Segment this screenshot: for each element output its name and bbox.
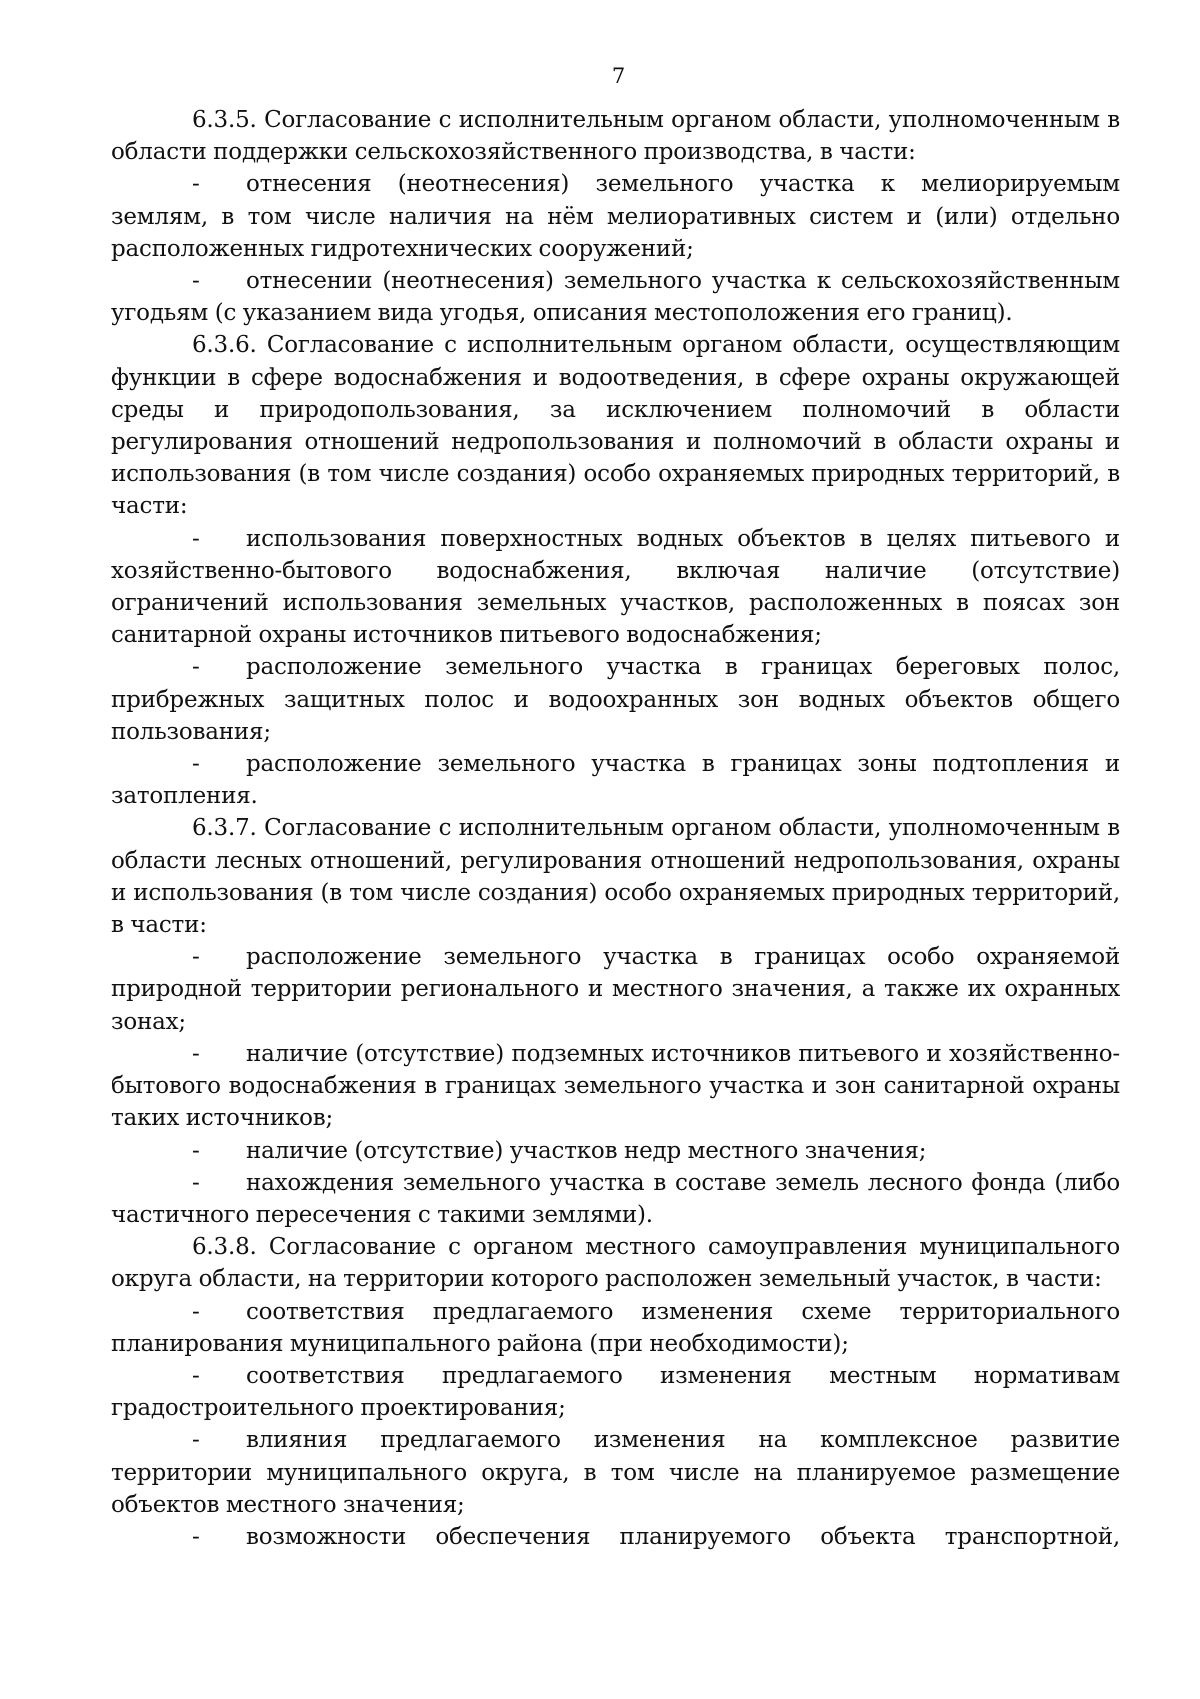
bullet-dash: -: [192, 1169, 200, 1196]
list-item-text: наличие (отсутствие) участков недр местного значения;: [246, 1137, 927, 1164]
list-item-text: нахождения земельного участка в составе земель лесного фонда (либо частичного пересечения с такими землями).: [111, 1169, 1120, 1228]
section-6-3-8-heading: 6.3.8. Согласование с органом местного самоуправления муниципального округа области, на территории которого расположен земельный участок, в части:: [111, 1234, 1120, 1293]
list-item-text: возможности обеспечения планируемого объекта транспортной,: [246, 1523, 1120, 1550]
list-item-text: расположение земельного участка в границах зоны подтопления и затопления.: [111, 751, 1120, 810]
list-item: [111, 1360, 1120, 1424]
bullet-dash: -: [192, 1137, 200, 1164]
list-item: [111, 941, 1120, 1038]
bullet-dash: -: [192, 525, 200, 552]
bullet-dash: -: [192, 171, 200, 198]
list-item: [111, 168, 1120, 265]
section-6-3-7-heading: 6.3.7. Согласование с исполнительным органом области, уполномоченным в области лесных отношений, регулирования отношений недропользования, охраны и использования (в том числе создания) особо охраняемых природных территорий, в части:: [111, 815, 1120, 939]
list-item-text: соответствия предлагаемого изменения местным нормативам градостроительного проектирования;: [111, 1362, 1120, 1422]
list-item: [111, 1296, 1120, 1360]
bullet-dash: -: [192, 1523, 200, 1550]
list-item-text: соответствия предлагаемого изменения схеме территориального планирования муниципального района (при необходимости);: [111, 1298, 1120, 1357]
list-item-text: расположение земельного участка в границах береговых полос, прибрежных защитных полос и водоохранных зон водных объектов общего пользования;: [111, 654, 1120, 745]
bullet-dash: -: [192, 654, 200, 681]
list-item: [111, 1521, 1120, 1553]
list-item: [111, 748, 1120, 812]
list-item-text: расположение земельного участка в границах особо охраняемой природной территории регионального и местного значения, а также их охранных зонах;: [111, 944, 1120, 1035]
section-6-3-5-heading: 6.3.5. Согласование с исполнительным органом области, уполномоченным в области поддержки сельскохозяйственного производства, в части:: [111, 107, 1120, 166]
list-item: [111, 265, 1120, 329]
list-item-text: наличие (отсутствие) подземных источников питьевого и хозяйственно-бытового водоснабжения в границах земельного участка и зон санитарной охраны таких источников;: [111, 1040, 1120, 1132]
list-item-text: отнесении (неотнесения) земельного участка к сельскохозяйственным угодьям (с указанием вида угодья, описания местоположения его границ).: [111, 268, 1120, 327]
bullet-dash: -: [192, 1040, 200, 1067]
list-item: [111, 523, 1120, 652]
list-item-text: отнесения (неотнесения) земельного участка к мелиорируемым землям, в том числе наличия на нём мелиоративных систем и (или) отдельно расположенных гидротехнических сооружений;: [111, 171, 1120, 262]
list-item: [111, 1424, 1120, 1521]
bullet-dash: -: [192, 268, 200, 295]
bullet-dash: -: [192, 944, 200, 971]
bullet-dash: -: [192, 1298, 200, 1325]
list-item-text: использования поверхностных водных объектов в целях питьевого и хозяйственно-бытового водоснабжения, включая наличие (отсутствие) ограничений использования земельных участков, расположенных в поясах зон санитарной охраны источников питьевого водоснабжения;: [111, 525, 1120, 649]
list-item-text: влияния предлагаемого изменения на комплексное развитие территории муниципального округа, в том числе на планируемое размещение объектов местного значения;: [111, 1427, 1120, 1518]
list-item: [111, 1135, 1120, 1167]
list-item: [111, 1167, 1120, 1231]
bullet-dash: -: [192, 751, 200, 778]
section-6-3-6-heading: 6.3.6. Согласование с исполнительным органом области, осуществляющим функции в сфере водоснабжения и водоотведения, в сфере охраны окружающей среды и природопользования, за исключением полномочий в области регулирования отношений недропользования и полномочий в области охраны и использования (в том числе создания) особо охраняемых природных территорий, в части:: [111, 332, 1120, 520]
page-number: 7: [611, 64, 626, 88]
list-item: [111, 1038, 1120, 1135]
bullet-dash: -: [192, 1362, 200, 1389]
list-item: [111, 651, 1120, 748]
document-body: [111, 104, 1120, 1553]
bullet-dash: -: [192, 1427, 200, 1454]
